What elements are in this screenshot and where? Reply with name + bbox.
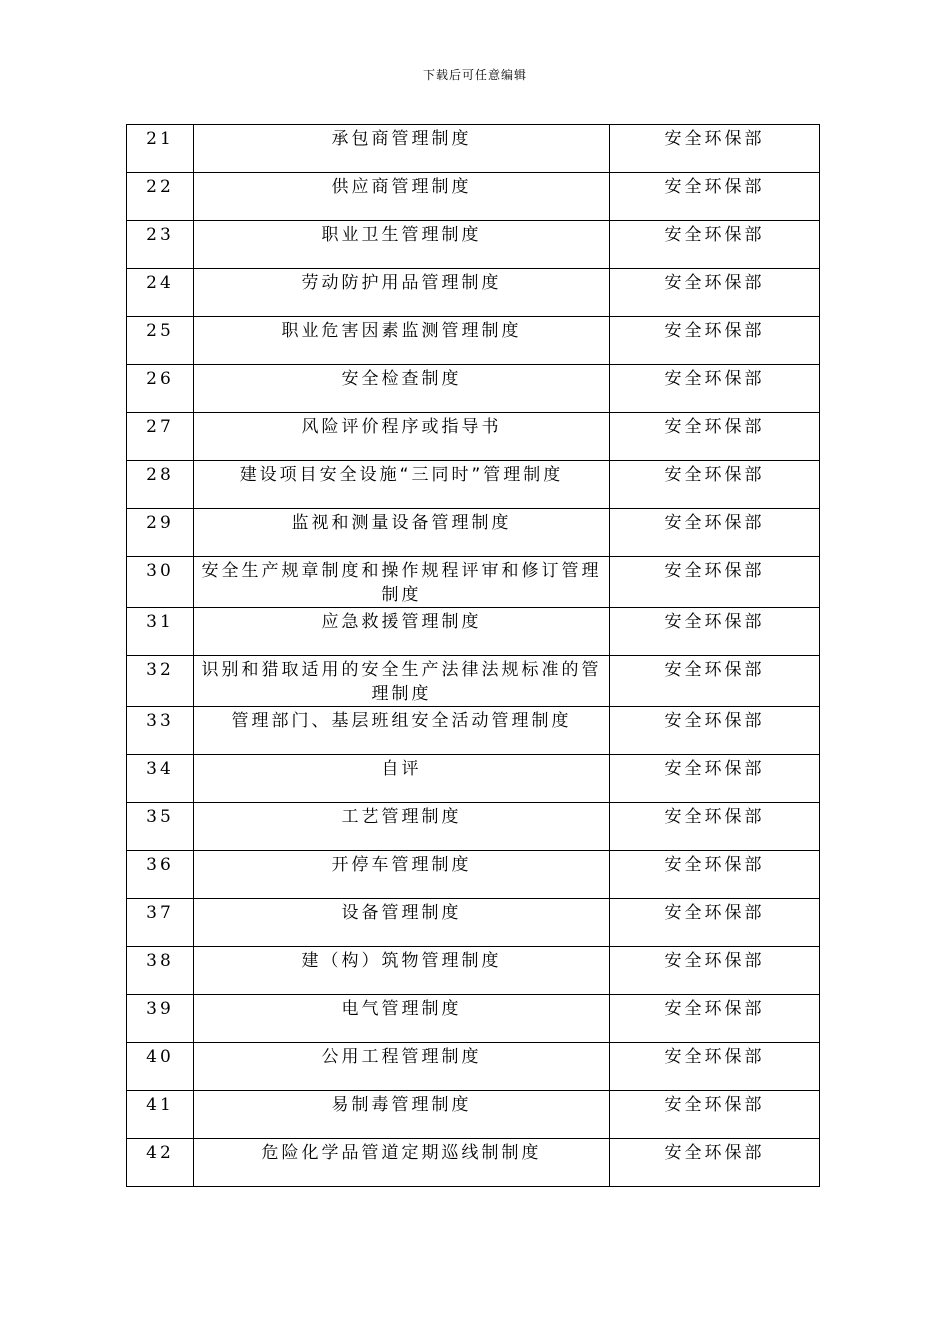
table-row [127, 317, 820, 365]
responsible-department: 安全环保部 [610, 557, 820, 608]
row-number: 32 [127, 656, 194, 707]
row-number: 27 [127, 413, 194, 461]
table-row [127, 947, 820, 995]
row-number: 38 [127, 947, 194, 995]
table-row [127, 557, 820, 608]
regulation-name: 易制毒管理制度 [194, 1091, 610, 1139]
responsible-department: 安全环保部 [610, 221, 820, 269]
responsible-department: 安全环保部 [610, 851, 820, 899]
row-number: 30 [127, 557, 194, 608]
regulation-name: 电气管理制度 [194, 995, 610, 1043]
regulation-name: 应急救援管理制度 [194, 608, 610, 656]
regulation-name: 管理部门、基层班组安全活动管理制度 [194, 707, 610, 755]
responsible-department: 安全环保部 [610, 1139, 820, 1187]
table-row [127, 509, 820, 557]
regulation-name: 安全生产规章制度和操作规程评审和修订管理制度 [194, 557, 610, 608]
responsible-department: 安全环保部 [610, 1043, 820, 1091]
responsible-department: 安全环保部 [610, 755, 820, 803]
regulations-table [126, 124, 820, 1187]
row-number: 23 [127, 221, 194, 269]
table-row [127, 851, 820, 899]
row-number: 28 [127, 461, 194, 509]
table-row [127, 995, 820, 1043]
row-number: 25 [127, 317, 194, 365]
regulation-name: 建设项目安全设施“三同时”管理制度 [194, 461, 610, 509]
table-row [127, 803, 820, 851]
table-row [127, 365, 820, 413]
regulation-name: 开停车管理制度 [194, 851, 610, 899]
table-row [127, 221, 820, 269]
regulation-name: 识别和猎取适用的安全生产法律法规标准的管理制度 [194, 656, 610, 707]
row-number: 39 [127, 995, 194, 1043]
table-row [127, 755, 820, 803]
row-number: 26 [127, 365, 194, 413]
responsible-department: 安全环保部 [610, 269, 820, 317]
table-row [127, 461, 820, 509]
table-row [127, 1043, 820, 1091]
responsible-department: 安全环保部 [610, 365, 820, 413]
regulation-name: 职业危害因素监测管理制度 [194, 317, 610, 365]
regulation-name: 风险评价程序或指导书 [194, 413, 610, 461]
table-row [127, 413, 820, 461]
table-row [127, 899, 820, 947]
row-number: 24 [127, 269, 194, 317]
header-note: 下载后可任意编辑 [422, 68, 527, 82]
regulation-name: 设备管理制度 [194, 899, 610, 947]
table-row [127, 656, 820, 707]
responsible-department: 安全环保部 [610, 461, 820, 509]
row-number: 34 [127, 755, 194, 803]
row-number: 36 [127, 851, 194, 899]
regulation-name: 承包商管理制度 [194, 125, 610, 173]
table-row [127, 707, 820, 755]
table-row [127, 269, 820, 317]
row-number: 41 [127, 1091, 194, 1139]
responsible-department: 安全环保部 [610, 707, 820, 755]
row-number: 40 [127, 1043, 194, 1091]
row-number: 33 [127, 707, 194, 755]
responsible-department: 安全环保部 [610, 899, 820, 947]
regulation-name: 职业卫生管理制度 [194, 221, 610, 269]
row-number: 37 [127, 899, 194, 947]
regulation-name: 建（构）筑物管理制度 [194, 947, 610, 995]
row-number: 22 [127, 173, 194, 221]
responsible-department: 安全环保部 [610, 995, 820, 1043]
row-number: 35 [127, 803, 194, 851]
regulation-name: 供应商管理制度 [194, 173, 610, 221]
responsible-department: 安全环保部 [610, 509, 820, 557]
table-row [127, 125, 820, 173]
row-number: 42 [127, 1139, 194, 1187]
row-number: 29 [127, 509, 194, 557]
regulation-name: 自评 [194, 755, 610, 803]
table-row [127, 1139, 820, 1187]
regulation-name: 劳动防护用品管理制度 [194, 269, 610, 317]
regulation-name: 公用工程管理制度 [194, 1043, 610, 1091]
responsible-department: 安全环保部 [610, 125, 820, 173]
table-row [127, 1091, 820, 1139]
responsible-department: 安全环保部 [610, 803, 820, 851]
responsible-department: 安全环保部 [610, 608, 820, 656]
regulation-name: 安全检查制度 [194, 365, 610, 413]
table-row [127, 608, 820, 656]
regulation-name: 危险化学品管道定期巡线制制度 [194, 1139, 610, 1187]
responsible-department: 安全环保部 [610, 173, 820, 221]
table-row [127, 173, 820, 221]
table-body [127, 125, 820, 1187]
responsible-department: 安全环保部 [610, 947, 820, 995]
regulation-name: 工艺管理制度 [194, 803, 610, 851]
responsible-department: 安全环保部 [610, 1091, 820, 1139]
regulation-name: 监视和测量设备管理制度 [194, 509, 610, 557]
responsible-department: 安全环保部 [610, 317, 820, 365]
row-number: 31 [127, 608, 194, 656]
responsible-department: 安全环保部 [610, 656, 820, 707]
responsible-department: 安全环保部 [610, 413, 820, 461]
row-number: 21 [127, 125, 194, 173]
